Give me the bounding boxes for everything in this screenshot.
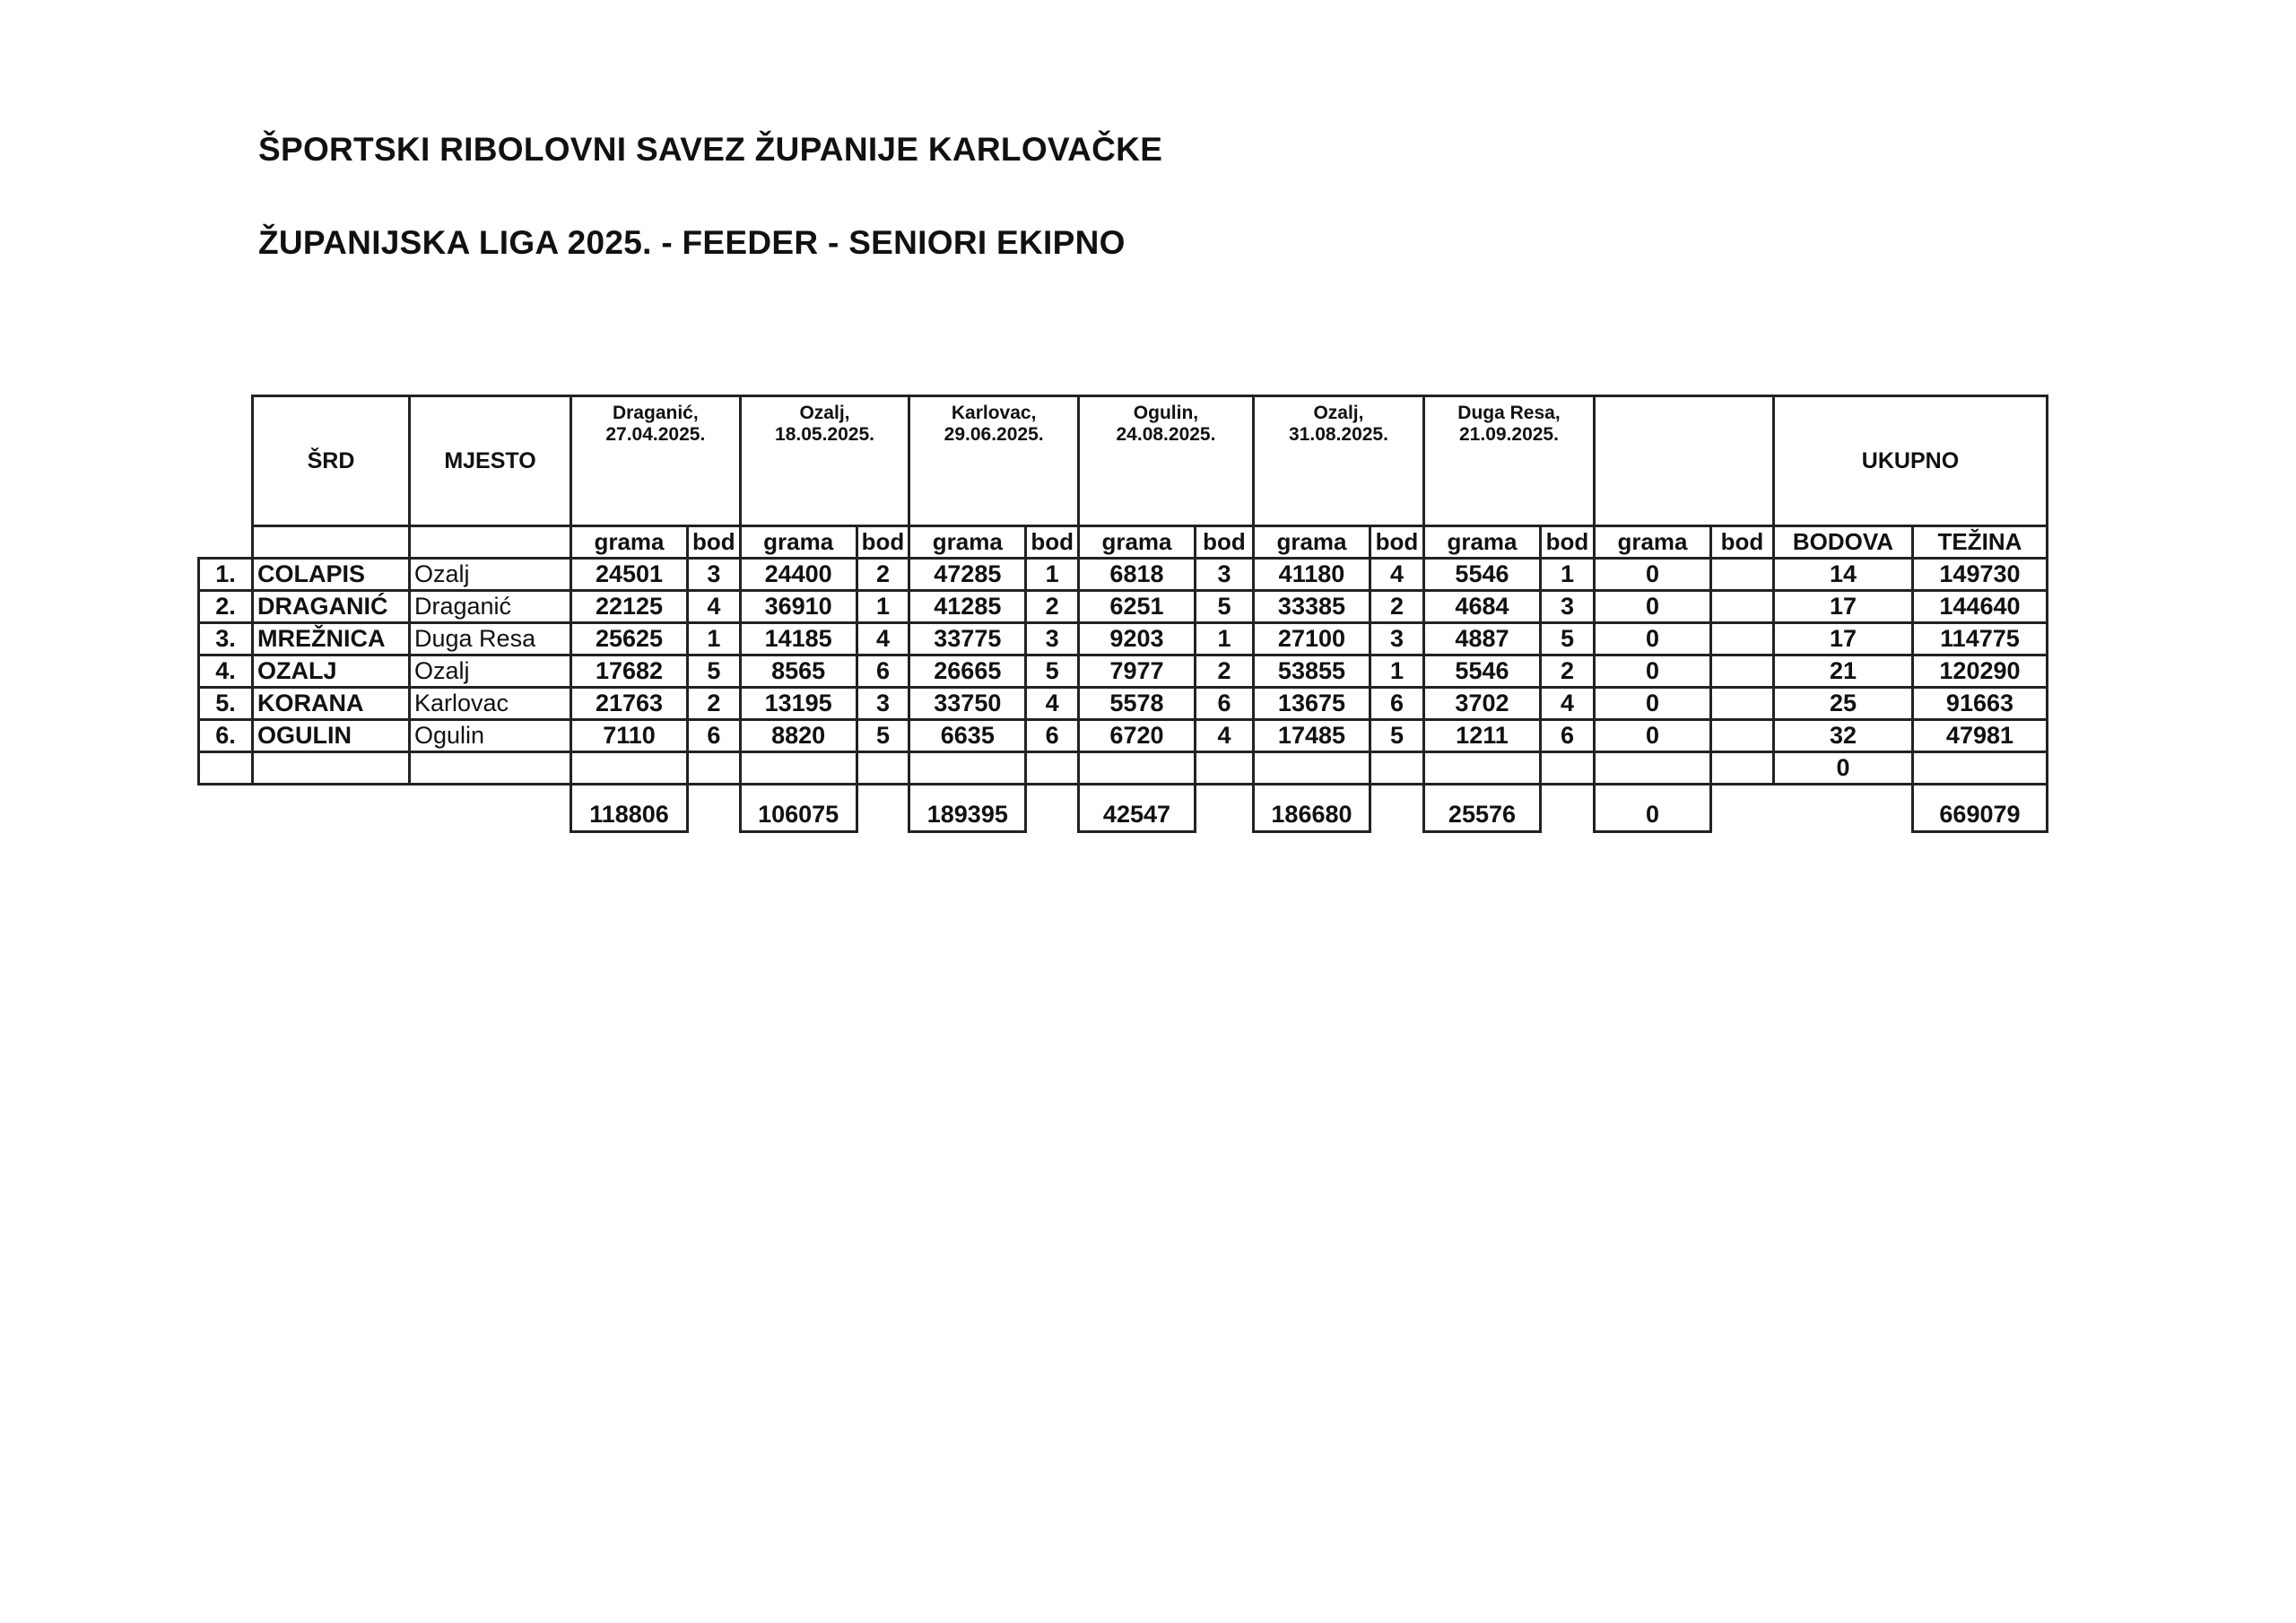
grama-cell: 6251 [1078, 591, 1195, 623]
bod-header: bod [1540, 526, 1594, 559]
grama-cell: 6818 [1078, 559, 1195, 591]
club-cell: MREŽNICA [253, 623, 410, 655]
grama-cell: 5546 [1423, 559, 1540, 591]
table-row [199, 720, 2048, 752]
grama-header: grama [1594, 526, 1710, 559]
competition-header: Ogulin, 24.08.2025. [1078, 396, 1253, 526]
bodova-cell: 25 [1773, 688, 1912, 720]
table-row [199, 623, 2048, 655]
sum-grama-cell: 118806 [571, 785, 688, 832]
document-title: ŠPORTSKI RIBOLOVNI SAVEZ ŽUPANIJE KARLOVAČKE [258, 131, 1163, 168]
grama-cell: 0 [1594, 688, 1710, 720]
tezina-cell: 149730 [1912, 559, 2047, 591]
table-row [199, 559, 2048, 591]
total-header: UKUPNO [1773, 396, 2047, 526]
bodova-cell: 32 [1773, 720, 1912, 752]
competition-header: Duga Resa, 21.09.2025. [1423, 396, 1594, 526]
grama-cell: 21763 [571, 688, 688, 720]
bod-cell: 5 [688, 655, 741, 688]
bod-cell: 1 [1195, 623, 1253, 655]
grama-cell: 0 [1594, 720, 1710, 752]
bod-cell: 6 [1540, 720, 1594, 752]
bod-cell: 2 [857, 559, 909, 591]
grama-cell: 41180 [1253, 559, 1370, 591]
grama-cell: 22125 [571, 591, 688, 623]
bod-cell: 1 [1540, 559, 1594, 591]
club-cell: OGULIN [253, 720, 410, 752]
bod-cell: 5 [1370, 720, 1423, 752]
bod-cell: 5 [857, 720, 909, 752]
subheader-row [199, 526, 2048, 559]
bod-cell: 2 [1195, 655, 1253, 688]
bod-cell: 6 [1370, 688, 1423, 720]
header-row [199, 396, 2048, 526]
bod-cell: 2 [688, 688, 741, 720]
bod-cell: 4 [857, 623, 909, 655]
grama-cell: 26665 [909, 655, 1026, 688]
bod-cell: 3 [1540, 591, 1594, 623]
bod-cell: 4 [1540, 688, 1594, 720]
grama-cell: 25625 [571, 623, 688, 655]
tezina-cell: 114775 [1912, 623, 2047, 655]
sum-total-cell: 669079 [1912, 785, 2047, 832]
tezina-header: TEŽINA [1912, 526, 2047, 559]
bodova-cell: 14 [1773, 559, 1912, 591]
club-cell: DRAGANIĆ [253, 591, 410, 623]
bod-cell: 4 [1370, 559, 1423, 591]
grama-cell: 5546 [1423, 655, 1540, 688]
grama-header: grama [740, 526, 857, 559]
bod-cell: 6 [1026, 720, 1079, 752]
rank-cell: 1. [199, 559, 253, 591]
tezina-cell: 91663 [1912, 688, 2047, 720]
grama-cell: 3702 [1423, 688, 1540, 720]
rank-cell: 3. [199, 623, 253, 655]
bod-cell: 3 [1026, 623, 1079, 655]
grama-cell: 14185 [740, 623, 857, 655]
bod-cell: 6 [1195, 688, 1253, 720]
bod-cell: 1 [688, 623, 741, 655]
bod-cell: 4 [1195, 720, 1253, 752]
club-cell: COLAPIS [253, 559, 410, 591]
bod-cell [1710, 720, 1773, 752]
bodova-cell: 17 [1773, 623, 1912, 655]
grama-cell: 27100 [1253, 623, 1370, 655]
competition-header: Karlovac, 29.06.2025. [909, 396, 1079, 526]
competition-header [1594, 396, 1773, 526]
grama-cell: 7110 [571, 720, 688, 752]
sum-row [199, 785, 2048, 832]
grama-header: grama [571, 526, 688, 559]
bod-cell: 5 [1195, 591, 1253, 623]
town-cell: Karlovac [410, 688, 571, 720]
bod-header: bod [1026, 526, 1079, 559]
bodova-cell: 0 [1773, 752, 1912, 785]
town-cell: Duga Resa [410, 623, 571, 655]
table-row [199, 655, 2048, 688]
bodova-header: BODOVA [1773, 526, 1912, 559]
grama-header: grama [1253, 526, 1370, 559]
grama-cell: 0 [1594, 591, 1710, 623]
bod-header: bod [688, 526, 741, 559]
club-cell: KORANA [253, 688, 410, 720]
bod-cell: 1 [1370, 655, 1423, 688]
grama-cell: 33775 [909, 623, 1026, 655]
competition-header: Ozalj, 18.05.2025. [740, 396, 909, 526]
competition-header: Draganić, 27.04.2025. [571, 396, 741, 526]
bod-cell: 1 [1026, 559, 1079, 591]
bod-header: bod [1370, 526, 1423, 559]
rank-cell: 2. [199, 591, 253, 623]
bodova-cell: 17 [1773, 591, 1912, 623]
town-cell: Ogulin [410, 720, 571, 752]
grama-cell: 8820 [740, 720, 857, 752]
sum-grama-cell: 186680 [1253, 785, 1370, 832]
sum-grama-cell: 106075 [740, 785, 857, 832]
grama-cell: 8565 [740, 655, 857, 688]
grama-cell: 0 [1594, 655, 1710, 688]
tezina-cell: 120290 [1912, 655, 2047, 688]
grama-cell: 13195 [740, 688, 857, 720]
competition-header: Ozalj, 31.08.2025. [1253, 396, 1423, 526]
document-subtitle: ŽUPANIJSKA LIGA 2025. - FEEDER - SENIORI EKIPNO [258, 224, 1126, 261]
grama-cell: 17682 [571, 655, 688, 688]
league-results-table [197, 395, 2048, 833]
rank-cell: 4. [199, 655, 253, 688]
srd-header: ŠRD [253, 396, 410, 526]
tezina-cell: 144640 [1912, 591, 2047, 623]
bod-cell: 3 [857, 688, 909, 720]
bod-header: bod [1195, 526, 1253, 559]
bod-cell: 2 [1370, 591, 1423, 623]
grama-cell: 33385 [1253, 591, 1370, 623]
bod-cell [1710, 655, 1773, 688]
bod-cell: 3 [688, 559, 741, 591]
grama-cell: 33750 [909, 688, 1026, 720]
grama-cell: 36910 [740, 591, 857, 623]
grama-cell: 7977 [1078, 655, 1195, 688]
mjesto-header: MJESTO [410, 396, 571, 526]
bod-cell: 4 [688, 591, 741, 623]
empty-row [199, 752, 2048, 785]
sum-grama-cell: 42547 [1078, 785, 1195, 832]
bod-cell: 3 [1195, 559, 1253, 591]
grama-cell: 17485 [1253, 720, 1370, 752]
bod-cell: 3 [1370, 623, 1423, 655]
club-cell: OZALJ [253, 655, 410, 688]
grama-cell: 47285 [909, 559, 1026, 591]
rank-cell: 5. [199, 688, 253, 720]
bod-cell: 6 [688, 720, 741, 752]
grama-cell: 6635 [909, 720, 1026, 752]
sum-grama-cell: 189395 [909, 785, 1026, 832]
bod-cell: 5 [1026, 655, 1079, 688]
grama-cell: 1211 [1423, 720, 1540, 752]
grama-cell: 4684 [1423, 591, 1540, 623]
grama-cell: 41285 [909, 591, 1026, 623]
bod-cell: 1 [857, 591, 909, 623]
grama-header: grama [1423, 526, 1540, 559]
grama-header: grama [909, 526, 1026, 559]
grama-cell: 5578 [1078, 688, 1195, 720]
bod-cell: 4 [1026, 688, 1079, 720]
town-cell: Ozalj [410, 559, 571, 591]
bod-cell [1710, 591, 1773, 623]
tezina-cell: 47981 [1912, 720, 2047, 752]
town-cell: Draganić [410, 591, 571, 623]
sum-grama-cell: 0 [1594, 785, 1710, 832]
sum-grama-cell: 25576 [1423, 785, 1540, 832]
bodova-cell: 21 [1773, 655, 1912, 688]
bod-cell [1710, 688, 1773, 720]
grama-header: grama [1078, 526, 1195, 559]
grama-cell: 24501 [571, 559, 688, 591]
grama-cell: 6720 [1078, 720, 1195, 752]
bod-cell: 5 [1540, 623, 1594, 655]
bod-header: bod [1710, 526, 1773, 559]
bod-cell: 2 [1540, 655, 1594, 688]
grama-cell: 53855 [1253, 655, 1370, 688]
table-row [199, 591, 2048, 623]
grama-cell: 0 [1594, 623, 1710, 655]
table-row [199, 688, 2048, 720]
grama-cell: 13675 [1253, 688, 1370, 720]
bod-cell [1710, 559, 1773, 591]
grama-cell: 4887 [1423, 623, 1540, 655]
bod-cell: 2 [1026, 591, 1079, 623]
grama-cell: 9203 [1078, 623, 1195, 655]
grama-cell: 0 [1594, 559, 1710, 591]
town-cell: Ozalj [410, 655, 571, 688]
grama-cell: 24400 [740, 559, 857, 591]
bod-cell: 6 [857, 655, 909, 688]
bod-header: bod [857, 526, 909, 559]
rank-cell: 6. [199, 720, 253, 752]
bod-cell [1710, 623, 1773, 655]
